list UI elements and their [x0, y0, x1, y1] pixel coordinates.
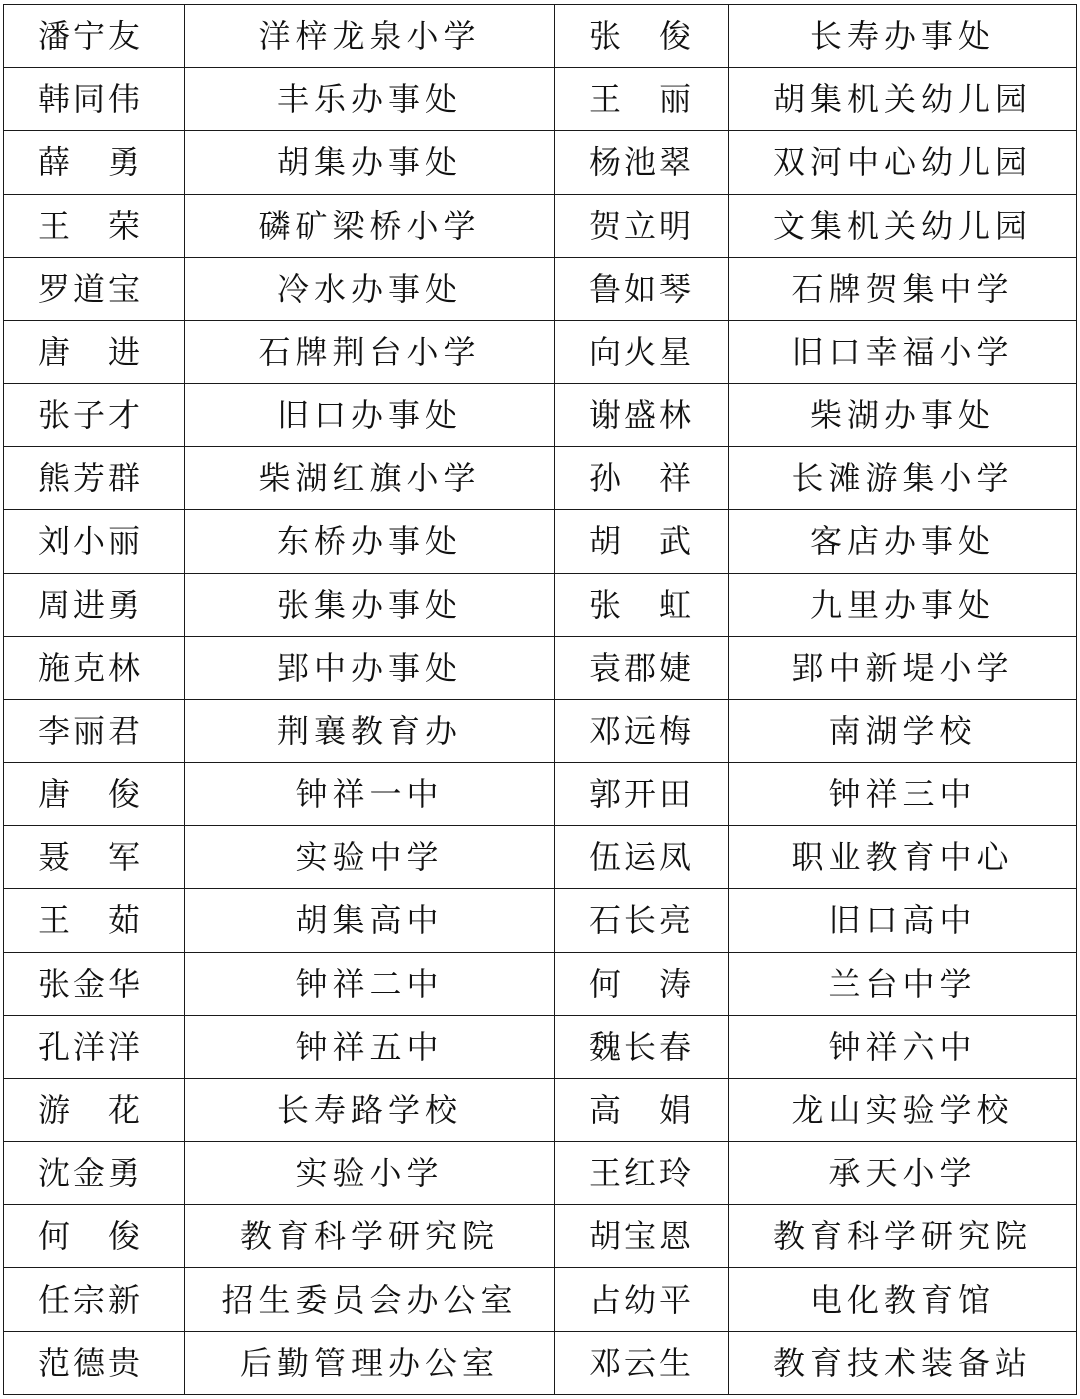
person-name-right: 胡 武 [555, 510, 729, 573]
work-unit-right: 兰台中学 [729, 952, 1077, 1015]
work-unit-left: 磷矿梁桥小学 [185, 194, 555, 257]
table-row [4, 889, 1077, 952]
work-unit-right: 教育科学研究院 [729, 1205, 1077, 1268]
person-name-left: 何 俊 [4, 1205, 185, 1268]
person-name-right: 张 俊 [555, 5, 729, 68]
person-name-right: 伍运凤 [555, 826, 729, 889]
work-unit-right: 长寿办事处 [729, 5, 1077, 68]
person-name-right: 高 娟 [555, 1078, 729, 1141]
work-unit-left: 石牌荆台小学 [185, 320, 555, 383]
person-name-right: 占幼平 [555, 1268, 729, 1331]
work-unit-left: 荆襄教育办 [185, 699, 555, 762]
work-unit-left: 钟祥五中 [185, 1015, 555, 1078]
work-unit-right: 长滩游集小学 [729, 447, 1077, 510]
person-name-right: 孙 祥 [555, 447, 729, 510]
table-row [4, 573, 1077, 636]
table-row [4, 384, 1077, 447]
person-name-left: 范德贵 [4, 1331, 185, 1394]
work-unit-right: 教育技术装备站 [729, 1331, 1077, 1394]
work-unit-right: 钟祥三中 [729, 763, 1077, 826]
table-row [4, 1331, 1077, 1394]
table-row [4, 636, 1077, 699]
work-unit-right: 双河中心幼儿园 [729, 131, 1077, 194]
work-unit-left: 柴湖红旗小学 [185, 447, 555, 510]
table-row [4, 826, 1077, 889]
table-row [4, 1205, 1077, 1268]
work-unit-right: 柴湖办事处 [729, 384, 1077, 447]
work-unit-right: 承天小学 [729, 1142, 1077, 1205]
work-unit-left: 张集办事处 [185, 573, 555, 636]
table-row [4, 194, 1077, 257]
person-name-left: 张子才 [4, 384, 185, 447]
table-row [4, 5, 1077, 68]
table-row [4, 763, 1077, 826]
work-unit-left: 钟祥一中 [185, 763, 555, 826]
person-name-right: 石长亮 [555, 889, 729, 952]
person-name-right: 张 虹 [555, 573, 729, 636]
table-row [4, 447, 1077, 510]
person-name-right: 邓云生 [555, 1331, 729, 1394]
person-name-left: 沈金勇 [4, 1142, 185, 1205]
work-unit-left: 实验中学 [185, 826, 555, 889]
work-unit-right: 职业教育中心 [729, 826, 1077, 889]
person-name-right: 王 丽 [555, 68, 729, 131]
person-name-left: 李丽君 [4, 699, 185, 762]
table-row [4, 1015, 1077, 1078]
person-name-right: 谢盛林 [555, 384, 729, 447]
person-name-left: 王 荣 [4, 194, 185, 257]
person-name-left: 游 花 [4, 1078, 185, 1141]
work-unit-left: 胡集办事处 [185, 131, 555, 194]
person-name-left: 周进勇 [4, 573, 185, 636]
person-name-right: 王红玲 [555, 1142, 729, 1205]
person-name-right: 鲁如琴 [555, 257, 729, 320]
person-name-left: 唐 进 [4, 320, 185, 383]
person-name-left: 任宗新 [4, 1268, 185, 1331]
work-unit-left: 冷水办事处 [185, 257, 555, 320]
person-name-right: 郭开田 [555, 763, 729, 826]
person-name-left: 罗道宝 [4, 257, 185, 320]
person-name-left: 聂 军 [4, 826, 185, 889]
table-row [4, 320, 1077, 383]
work-unit-left: 后勤管理办公室 [185, 1331, 555, 1394]
work-unit-left: 洋梓龙泉小学 [185, 5, 555, 68]
table-row [4, 257, 1077, 320]
work-unit-right: 客店办事处 [729, 510, 1077, 573]
work-unit-left: 长寿路学校 [185, 1078, 555, 1141]
work-unit-left: 钟祥二中 [185, 952, 555, 1015]
person-name-left: 施克林 [4, 636, 185, 699]
work-unit-left: 丰乐办事处 [185, 68, 555, 131]
work-unit-right: 电化教育馆 [729, 1268, 1077, 1331]
work-unit-right: 文集机关幼儿园 [729, 194, 1077, 257]
work-unit-left: 招生委员会办公室 [185, 1268, 555, 1331]
person-name-left: 王 茹 [4, 889, 185, 952]
work-unit-left: 东桥办事处 [185, 510, 555, 573]
work-unit-right: 龙山实验学校 [729, 1078, 1077, 1141]
person-name-right: 贺立明 [555, 194, 729, 257]
work-unit-right: 旧口高中 [729, 889, 1077, 952]
person-name-left: 薛 勇 [4, 131, 185, 194]
person-name-right: 魏长春 [555, 1015, 729, 1078]
work-unit-right: 九里办事处 [729, 573, 1077, 636]
table-row [4, 68, 1077, 131]
table-row [4, 952, 1077, 1015]
table-row [4, 699, 1077, 762]
person-name-left: 孔洋洋 [4, 1015, 185, 1078]
person-name-left: 唐 俊 [4, 763, 185, 826]
person-name-right: 向火星 [555, 320, 729, 383]
table-row [4, 510, 1077, 573]
work-unit-right: 石牌贺集中学 [729, 257, 1077, 320]
work-unit-right: 胡集机关幼儿园 [729, 68, 1077, 131]
work-unit-left: 教育科学研究院 [185, 1205, 555, 1268]
work-unit-right: 南湖学校 [729, 699, 1077, 762]
person-name-left: 熊芳群 [4, 447, 185, 510]
person-name-left: 刘小丽 [4, 510, 185, 573]
person-name-left: 韩同伟 [4, 68, 185, 131]
person-name-right: 邓远梅 [555, 699, 729, 762]
work-unit-left: 实验小学 [185, 1142, 555, 1205]
person-name-right: 胡宝恩 [555, 1205, 729, 1268]
person-name-right: 杨池翠 [555, 131, 729, 194]
work-unit-right: 旧口幸福小学 [729, 320, 1077, 383]
table-row [4, 131, 1077, 194]
roster-table [3, 4, 1077, 1395]
person-name-right: 何 涛 [555, 952, 729, 1015]
person-name-right: 袁郡婕 [555, 636, 729, 699]
work-unit-left: 旧口办事处 [185, 384, 555, 447]
person-name-left: 潘宁友 [4, 5, 185, 68]
roster-body [4, 5, 1077, 1395]
table-row [4, 1078, 1077, 1141]
work-unit-right: 钟祥六中 [729, 1015, 1077, 1078]
person-name-left: 张金华 [4, 952, 185, 1015]
work-unit-left: 郢中办事处 [185, 636, 555, 699]
table-row [4, 1142, 1077, 1205]
table-row [4, 1268, 1077, 1331]
work-unit-right: 郢中新堤小学 [729, 636, 1077, 699]
work-unit-left: 胡集高中 [185, 889, 555, 952]
